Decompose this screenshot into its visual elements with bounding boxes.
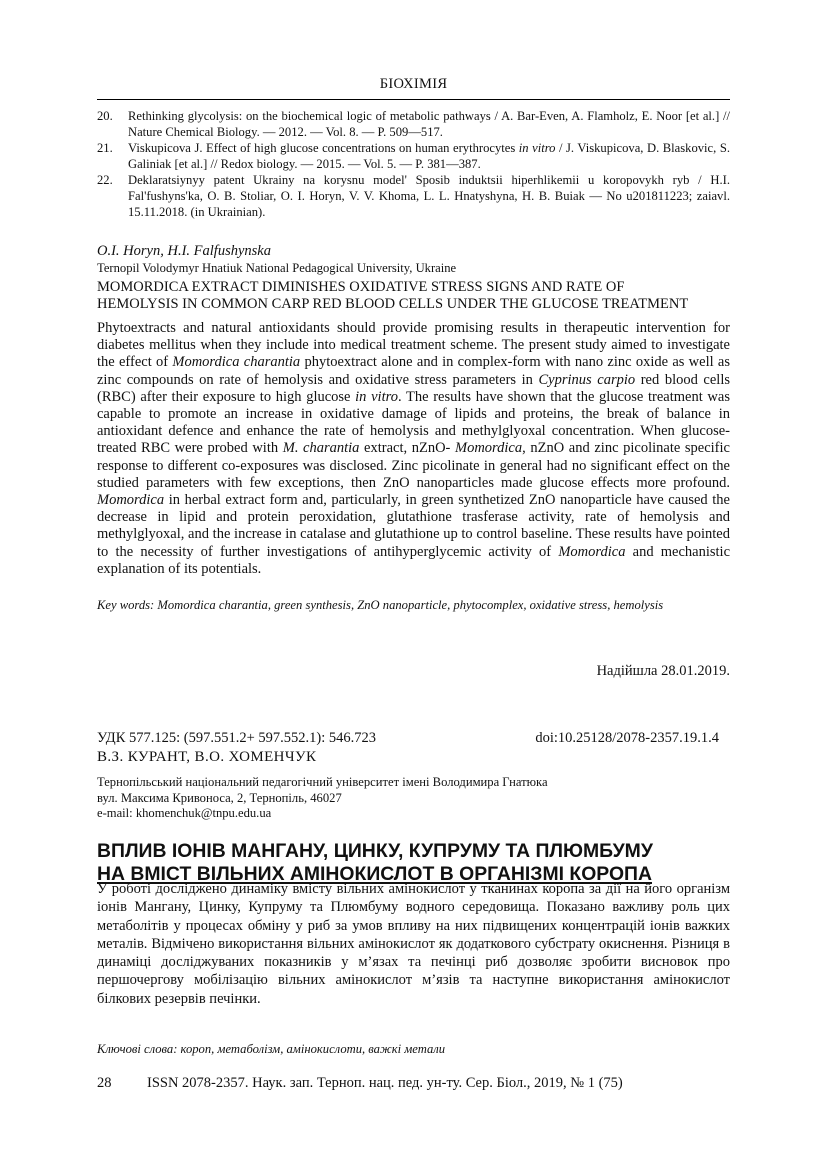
affiliation-line: вул. Максима Кривоноса, 2, Тернопіль, 46027	[97, 790, 342, 805]
abstract-italic-term: Momordica	[558, 543, 626, 560]
abstract-text-run: and mechanistic explanation of its potentials.	[97, 543, 731, 577]
page-footer	[97, 1075, 623, 1092]
english-abstract	[97, 320, 730, 578]
classification-row	[97, 730, 730, 747]
reference-text: Rethinking glycolysis: on the biochemical logic of metabolic pathways / A. Bar-Even, A. Flamholz, E. Noor [et al.] // Nature Chemical Biology. — 2012. — Vol. 8. — P. 509—517.	[128, 109, 730, 139]
reference-text: Deklaratsiynyy patent Ukrainy na korysnu model' Sposib induktsii hiperhlikemii u koropovykh ryb / H.I. Fal'fushyns'ka, O. B. Stoliar, O. I. Horyn, V. V. Khoma, L. L. Hnatyshyna, H. B. Buiak — No u201811223; zaiavl. 15.11.2018. (in Ukrainian).	[128, 173, 730, 219]
affiliation-line: Тернопільський національний педагогічний університет імені Володимира Гнатюка	[97, 775, 548, 789]
journal-citation: ISSN 2078-2357. Наук. зап. Терноп. нац. пед. ун-ту. Сер. Біол., 2019, № 1 (75)	[147, 1075, 623, 1091]
abstract-italic-term: Momordica	[97, 492, 165, 509]
abstract-text-run: . The results have shown that the glucose treatment was capable to promote an increase in oxidative damage of lipids and proteins, the break of balance in antioxidant defence and enhance the rate of hemolysis and methylglyoxal concentration. When glucose-treated RBC were probed with	[97, 388, 730, 457]
abstract-italic-term: Momordica	[455, 440, 523, 457]
reference-text	[128, 140, 730, 172]
ukrainian-abstract: У роботі досліджено динаміку вмісту вільних амінокислот у тканинах коропа за дії на його організм іонів Мангану, Цинку, Купруму та Плюмбуму водного середовища. Показано важливу роль цих метаболітів у процесах обміну у риб за умов впливу на них підвищених концентрацій іонів важких металів. Відмічено використання вільних амінокислот як додаткового субстрату окиснення. Різниця в динаміці досліджуваних показників у м’язах та печінці риб дозволяє зробити висновок про першочергову мобілізацію вільних амінокислот м’язів та наступне використання амінокислот білкових резервів печінки.	[97, 881, 730, 1007]
english-title-line: HEMOLYSIS IN COMMON CARP RED BLOOD CELLS UNDER THE GLUCOSE TREATMENT	[97, 296, 689, 312]
abstract-italic-term: Cyprinus carpio	[538, 371, 636, 388]
email-link[interactable]: e-mail: khomenchuk@tnpu.edu.ua	[97, 806, 272, 821]
reference-number: 21.	[97, 141, 113, 155]
english-affiliation: Ternopil Volodymyr Hnatiuk National Pedagogical University, Ukraine	[97, 261, 457, 275]
ukrainian-affiliation	[97, 775, 548, 822]
ukrainian-authors: В.З. КУРАНТ, В.О. ХОМЕНЧУК	[97, 749, 317, 765]
abstract-text-run: extract, nZnO-	[359, 440, 455, 457]
reference-number: 22.	[97, 173, 113, 187]
abstract-text-run: Phytoextracts and natural antioxidants should provide promising results in therapeutic intervention for diabetes mellitus when they include into medical treatment scheme. The present study aimed to investigate the effect of	[97, 320, 730, 371]
reference-number: 20.	[97, 109, 113, 123]
english-title-line: MOMORDICA EXTRACT DIMINISHES OXIDATIVE STRESS SIGNS AND RATE OF	[97, 279, 625, 295]
reference-item	[97, 172, 730, 220]
abstract-italic-term: M. charantia	[282, 440, 360, 457]
reference-text-italic: in vitro	[518, 141, 556, 155]
reference-list	[97, 108, 730, 220]
abstract-italic-term: in vitro	[355, 388, 398, 405]
header-divider	[97, 99, 730, 100]
abstract-italic-term: Momordica charantia	[172, 354, 301, 371]
abstract-text-run: red blood cells (RBC) after their exposure to high glucose	[97, 371, 730, 405]
ukrainian-keywords: Ключові слова: короп, метаболізм, амінокислоти, важкі метали	[97, 1042, 446, 1056]
ukrainian-title-line: НА ВМІСТ ВІЛЬНИХ АМІНОКИСЛОТ В ОРГАНІЗМІ КОРОПА	[97, 863, 652, 885]
received-date: Надійшла 28.01.2019.	[596, 663, 730, 679]
doi-link[interactable]: doi:10.25128/2078-2357.19.1.4	[535, 730, 719, 746]
reference-text-part: / J. Viskupicova, D. Blaskovic, S. Galiniak [et al.] // Redox biology. — 2015. — Vol. 5. — P. 381—387.	[128, 141, 730, 171]
abstract-text-run: phytoextract alone and in complex-form with nano zinc oxide as well as zinc compounds on rate of hemolysis and oxidative stress parameters in	[97, 354, 731, 388]
english-keywords: Key words: Momordica charantia, green synthesis, ZnO nanoparticle, phytocomplex, oxidative stress, hemolysis	[97, 598, 664, 612]
abstract-text-run: in herbal extract form and, particularly, in green synthetized ZnO nanoparticle have caused the decrease in lipid and protein peroxidation, glutathione trasferase activity, rate of hemolysis and methylglyoxal, and the increase in catalase and glutathione up to control baseline. These results have pointed to the necessity of further investigations of antihyperglycemic activity of	[97, 492, 730, 560]
running-header: БІОХІМІЯ	[379, 76, 448, 92]
reference-item	[97, 140, 730, 172]
abstract-text-run: , nZnO and zinc picolinate specific response to different co-exposures was disclosed. Zinc picolinate in general had no significant effect on the studied parameters with few exceptions, then ZnO nanoparticles made glucose effects more profound.	[97, 440, 730, 491]
page-number: 28	[97, 1075, 112, 1091]
english-article-title	[97, 279, 737, 313]
reference-item	[97, 108, 730, 140]
english-authors: O.I. Horyn, H.I. Falfushynska	[97, 243, 271, 259]
reference-text-part: Viskupicova J. Effect of high glucose concentrations on human erythrocytes	[128, 141, 519, 155]
udk-code: УДК 577.125: (597.551.2+ 597.552.1): 546.723	[97, 730, 377, 746]
ukrainian-title-line: ВПЛИВ ІОНІВ МАНГАНУ, ЦИНКУ, КУПРУМУ ТА ПЛЮМБУМУ	[97, 840, 653, 862]
